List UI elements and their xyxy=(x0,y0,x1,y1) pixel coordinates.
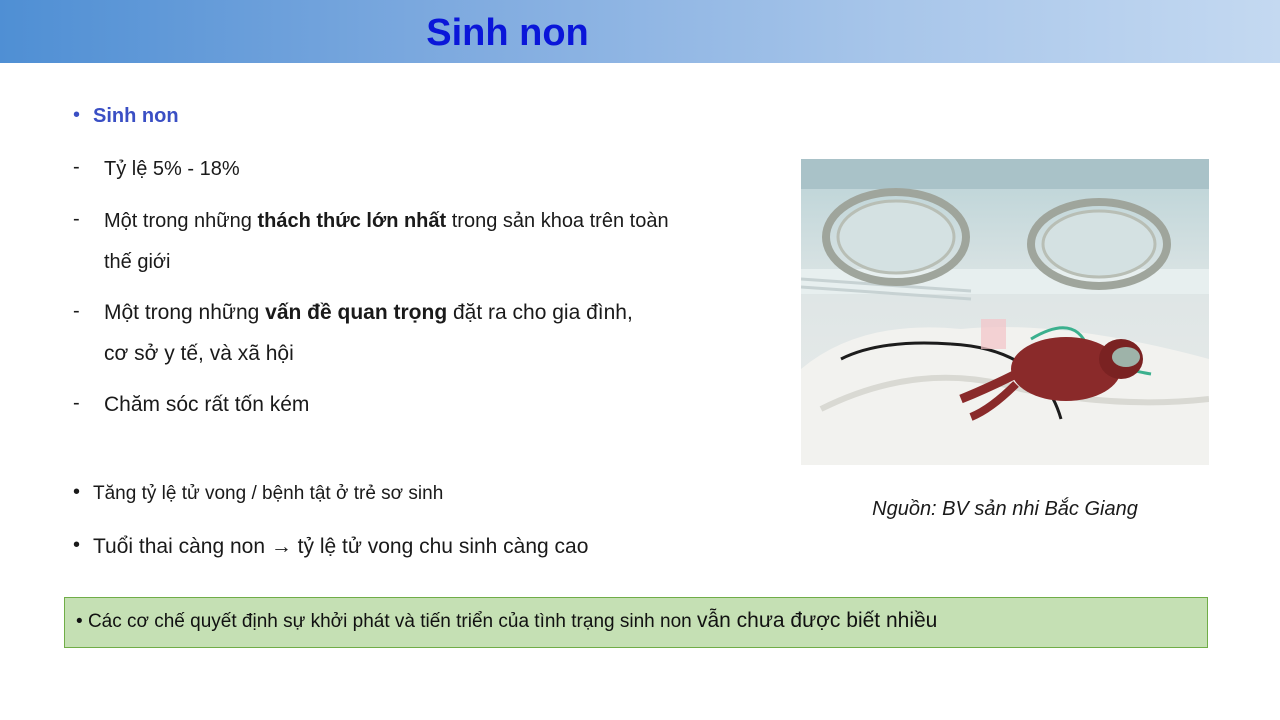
list-item: Một trong những thách thức lớn nhất trong sản khoa trên toàn xyxy=(104,210,669,232)
dash-marker: - xyxy=(73,156,80,178)
dash-marker: - xyxy=(73,208,80,230)
bullet-icon: • xyxy=(73,534,81,556)
incubator-photo xyxy=(801,159,1209,465)
list-item: Tỷ lệ 5% - 18% xyxy=(104,158,240,180)
photo-caption: Nguồn: BV sản nhi Bắc Giang xyxy=(872,498,1138,520)
bullet-icon: • xyxy=(73,104,81,126)
highlight-text: • Các cơ chế quyết định sự khởi phát và tiến triển của tình trạng sinh non vẫn chưa được biết nhiều xyxy=(76,609,938,632)
slide-title: Sinh non xyxy=(426,12,589,54)
section-heading: Sinh non xyxy=(93,105,179,127)
bullet-icon: • xyxy=(73,481,81,503)
bullet-item: Tăng tỷ lệ tử vong / bệnh tật ở trẻ sơ sinh xyxy=(93,483,444,504)
dash-marker: - xyxy=(73,300,80,322)
list-item-continuation: thế giới xyxy=(104,251,171,273)
dash-marker: - xyxy=(73,392,80,414)
list-item: Chăm sóc rất tốn kém xyxy=(104,393,310,416)
list-item: Một trong những vấn đề quan trọng đặt ra cho gia đình, xyxy=(104,301,633,324)
highlight-box xyxy=(64,597,1208,648)
bullet-item: Tuổi thai càng non → tỷ lệ tử vong chu sinh càng cao xyxy=(93,535,589,558)
list-item-continuation: cơ sở y tế, và xã hội xyxy=(104,342,294,365)
